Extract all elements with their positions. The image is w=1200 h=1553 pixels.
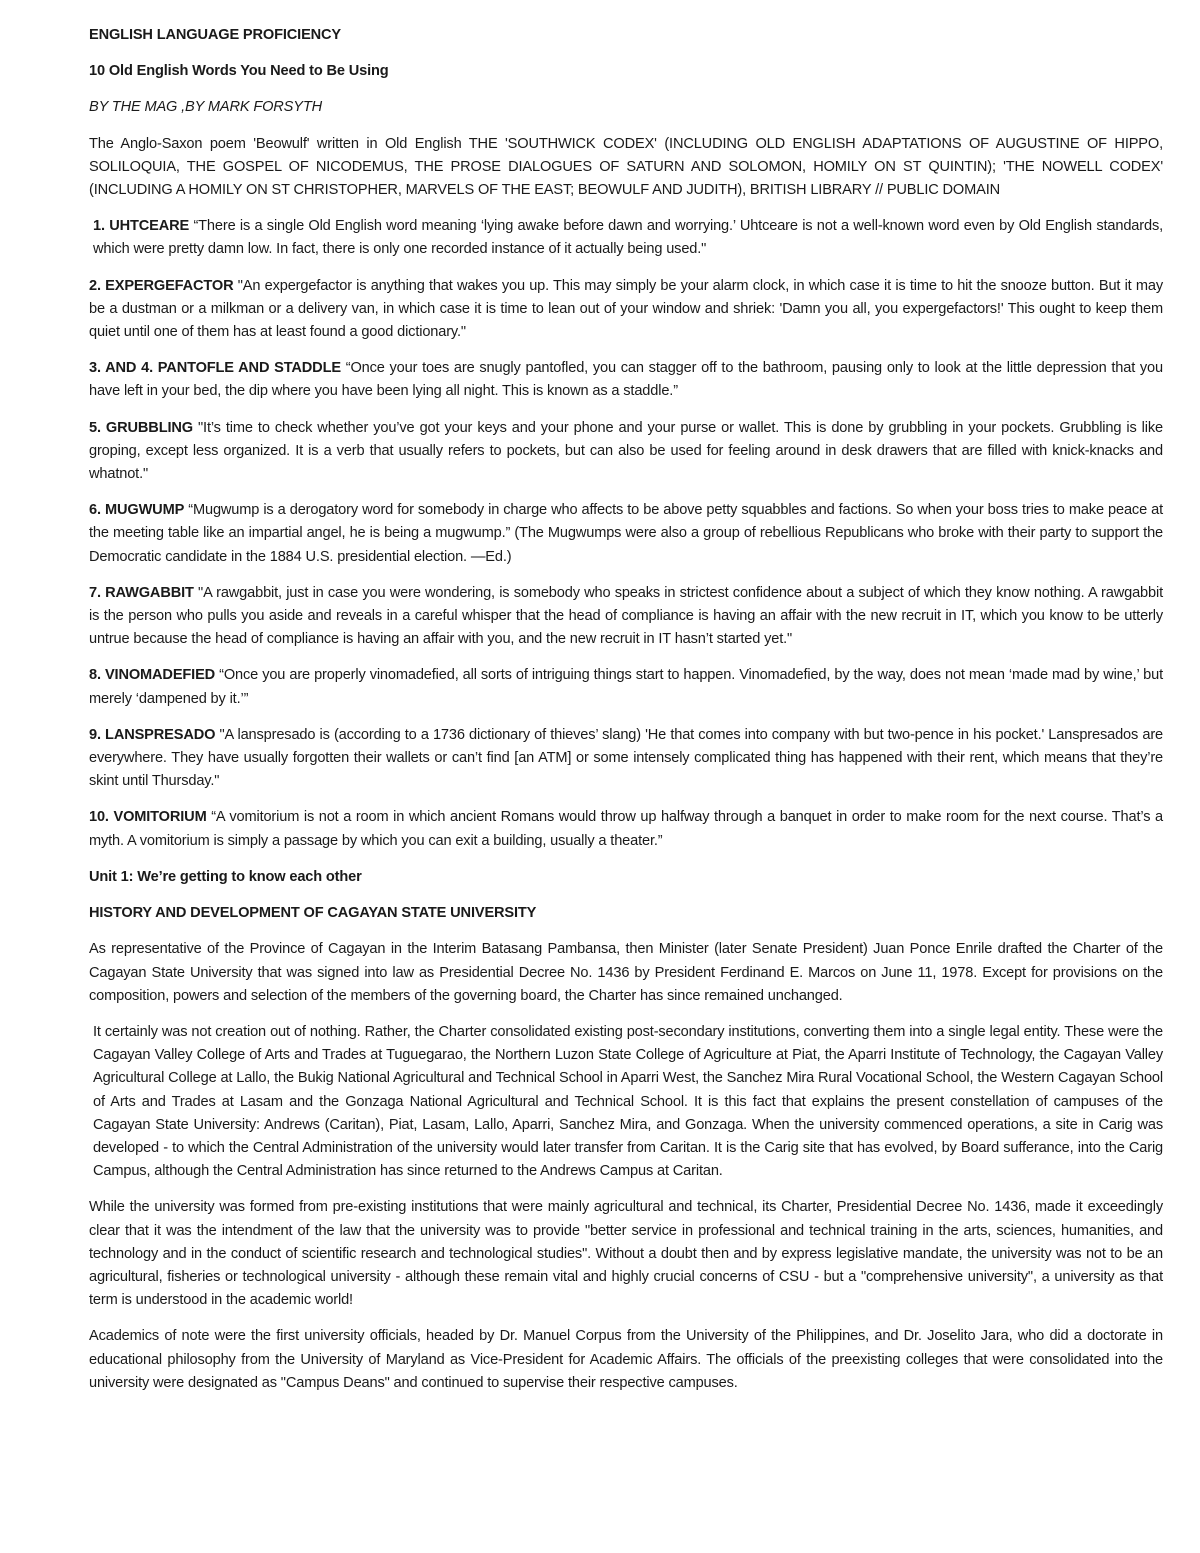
word-entry-3-4 <box>89 357 1163 403</box>
history-paragraph-3: While the university was formed from pre-existing institutions that were mainly agricultural and technical, its Charter, Presidential Decree No. 1436, made it exceedingly clear that it was the intendment of the law that the university was to provide "better service in professional and technical training in the arts, sciences, humanities, and technology and in the conduct of scientific research and technological studies". Without a doubt then and by express legislative mandate, the university was not to be an agricultural, fisheries or technological university - although these remain vital and highly crucial concerns of CSU - but a "comprehensive university", a university as that term is understood in the academic world! <box>89 1199 1163 1309</box>
word-description: “Once your toes are snugly pantofled, you can stagger off to the bathroom, pausing only to look at the little depression that you have left in your bed, the dip where you have been lying all night. This is known as a staddle.” <box>89 360 1163 400</box>
word-entry-8 <box>89 664 1163 710</box>
history-paragraph-2: It certainly was not creation out of nothing. Rather, the Charter consolidated existing post-secondary institutions, converting them into a single legal entity. These were the Cagayan Valley College of Arts and Trades at Tuguegarao, the Northern Luzon State College of Agriculture at Piat, the Aparri Institute of Technology, the Cagayan Valley Agricultural College at Lallo, the Bukig National Agricultural and Technical School in Aparri West, the Sanchez Mira Rural Vocational School, the Western Cagayan School of Arts and Trades at Lasam and the Gonzaga National Agricultural and Technical School. It is this fact that explains the present constellation of campuses of the Cagayan State University: Andrews (Caritan), Piat, Lasam, Lallo, Aparri, Sanchez Mira, and Gonzaga. When the university commenced operations, a site in Carig was developed - to which the Central Administration of the university would later transfer from Caritan. It is the Carig site that has evolved, by Board sufferance, into the Carig Campus, although the Central Administration has since returned to the Andrews Campus at Caritan. <box>93 1023 1163 1180</box>
word-term: 1. UHTCEARE <box>93 218 190 235</box>
word-description: "A lanspresado is (according to a 1736 dictionary of thieves’ slang) 'He that comes into company with but two-pence in his pocket.' Lanspresados are everywhere. They have usually forgotten their wallets or can’t find [an ATM] or some intensely complicated thing has happened with their rent, which means that they’re skint until Thursday." <box>89 726 1163 790</box>
word-description: "An expergefactor is anything that wakes you up. This may simply be your alarm clock, in which case it is time to hit the snooze button. But it may be a dustman or a milkman or a delivery van, in which case it is time to lean out of your window and shriek: 'Damn you all, you expergefactors!' This ought to keep them quiet until one of them has at least found a good dictionary." <box>89 277 1163 341</box>
word-entry-10 <box>89 806 1163 852</box>
word-description: "It’s time to check whether you’ve got your keys and your phone and your purse or wallet. This is done by grubbling in your pockets. Grubbling is like groping, except less organized. It is a verb that usually refers to pockets, but can also be used for feeling around in desk drawers that are filled with knick-knacks and whatnot." <box>89 419 1163 483</box>
word-description: “Once you are properly vinomadefied, all sorts of intriguing things start to happen. Vinomadefied, by the way, does not mean ‘made mad by wine,’ but merely ‘dampened by it.’” <box>89 667 1163 707</box>
history-paragraph-1: As representative of the Province of Cagayan in the Interim Batasang Pambansa, then Minister (later Senate President) Juan Ponce Enrile drafted the Charter of the Cagayan State University that was signed into law as Presidential Decree No. 1436 by President Ferdinand E. Marcos on June 11, 1978. Except for provisions on the composition, powers and selection of the members of the governing board, the Charter has since remained unchanged. <box>89 941 1163 1004</box>
history-heading: HISTORY AND DEVELOPMENT OF CAGAYAN STATE UNIVERSITY <box>89 905 537 922</box>
word-term: 8. VINOMADEFIED <box>89 667 216 684</box>
word-description: “A vomitorium is not a room in which ancient Romans would throw up halfway through a banquet in order to make room for the next course. That’s a myth. A vomitorium is simply a passage by which you can exit a building, usually a theater.” <box>89 809 1163 849</box>
word-entry-6 <box>89 499 1163 569</box>
document-page <box>89 24 1163 1408</box>
article-byline: BY THE MAG ,BY MARK FORSYTH <box>89 99 323 116</box>
word-description: "A rawgabbit, just in case you were wondering, is somebody who speaks in strictest confidence about a subject of which they know nothing. A rawgabbit is the person who pulls you aside and reveals in a careful whisper that the head of compliance is having an affair with the new recruit in IT, which you know to be utterly untrue because the head of compliance is having an affair with you, and the new recruit in IT hasn’t started yet." <box>89 584 1163 648</box>
word-term: 2. EXPERGEFACTOR <box>89 277 234 294</box>
word-description: “There is a single Old English word meaning ‘lying awake before dawn and worrying.’ Uhtceare is not a well-known word even by Old English standards, which were pretty damn low. In fact, there is only one recorded instance of it actually being used." <box>93 218 1164 258</box>
word-entry-7 <box>89 582 1163 652</box>
unit-heading: Unit 1: We’re getting to know each other <box>89 868 362 885</box>
history-paragraph-4: Academics of note were the first university officials, headed by Dr. Manuel Corpus from the University of the Philippines, and Dr. Joselito Jara, who did a doctorate in educational philosophy from the University of Maryland as Vice-President for Academic Affairs. The officials of the preexisting colleges that were consolidated into the university were designated as "Campus Deans" and continued to supervise their respective campuses. <box>89 1328 1163 1391</box>
word-entry-1 <box>89 215 1163 261</box>
word-term: 3. AND 4. PANTOFLE AND STADDLE <box>89 360 341 377</box>
word-term: 6. MUGWUMP <box>89 502 185 519</box>
word-description: “Mugwump is a derogatory word for somebody in charge who affects to be above petty squabbles and factions. So when your boss tries to make peace at the meeting table like an impartial angel, he is being a mugwump.” (The Mugwumps were also a group of rebellious Republicans who broke with their party to support the Democratic candidate in the 1884 U.S. presidential election. —Ed.) <box>89 502 1163 565</box>
word-entry-5 <box>89 417 1163 487</box>
word-entry-2 <box>89 275 1163 345</box>
word-term: 10. VOMITORIUM <box>89 809 207 826</box>
article-title: 10 Old English Words You Need to Be Using <box>89 63 389 80</box>
word-entry-9 <box>89 724 1163 794</box>
document-title: ENGLISH LANGUAGE PROFICIENCY <box>89 27 342 43</box>
word-term: 7. RAWGABBIT <box>89 584 194 601</box>
intro-paragraph: The Anglo-Saxon poem 'Beowulf' written in Old English THE 'SOUTHWICK CODEX' (INCLUDING OLD ENGLISH ADAPTATIONS OF AUGUSTINE OF HIPPO, SOLILOQUIA, THE GOSPEL OF NICODEMUS, THE PROSE DIALOGUES OF SATURN AND SOLOMON, HOMILY ON ST QUINTIN); 'THE NOWELL CODEX' (INCLUDING A HOMILY ON ST CHRISTOPHER, MARVELS OF THE EAST; BEOWULF AND JUDITH), BRITISH LIBRARY // PUBLIC DOMAIN <box>89 135 1163 199</box>
word-term: 9. LANSPRESADO <box>89 726 216 743</box>
word-term: 5. GRUBBLING <box>89 419 193 436</box>
